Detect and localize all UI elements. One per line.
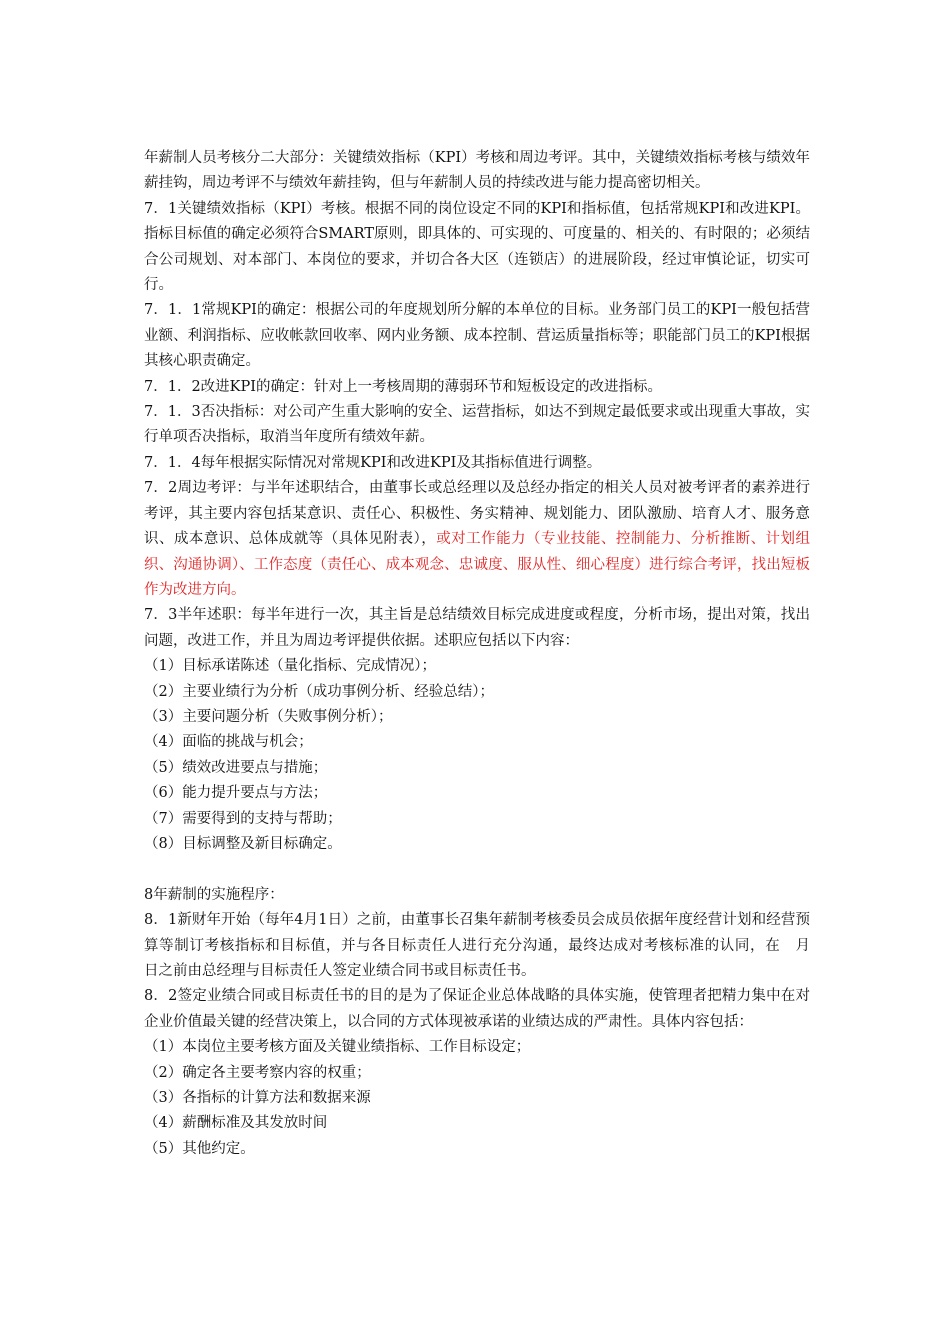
list-item: （7）需要得到的支持与帮助； [144, 810, 342, 827]
section-7-1-2-paragraph: 7．1．2改进KPI的确定：针对上一考核周期的薄弱环节和短板设定的改进指标。 [144, 378, 662, 395]
intro-paragraph: 年薪制人员考核分二大部分：关键绩效指标（KPI）考核和周边考评。其中，关键绩效指标考核与绩效年薪挂钩，周边考评不与绩效年薪挂钩，但与年薪制人员的持续改进与能力提高密切相关。 [144, 150, 810, 192]
section-7-3-paragraph: 7．3半年述职：每半年进行一次，其主旨是总结绩效目标完成进度或程度，分析市场，提出对策，找出问题，改进工作，并且为周边考评提供依据。述职应包括以下内容： [144, 607, 810, 649]
list-item: （2）主要业绩行为分析（成功事例分析、经验总结）； [144, 683, 494, 700]
section-7-1-3-paragraph: 7．1．3否决指标：对公司产生重大影响的安全、运营指标，如达不到规定最低要求或出现重大事故，实行单项否决指标，取消当年度所有绩效年薪。 [144, 404, 810, 446]
section-7-1-4-paragraph: 7．1．4每年根据实际情况对常规KPI和改进KPI及其指标值进行调整。 [144, 454, 602, 471]
list-item: （4）薪酬标准及其发放时间 [144, 1115, 328, 1132]
list-item: （2）确定各主要考察内容的权重； [144, 1064, 371, 1081]
section-7-2-paragraph [144, 476, 810, 603]
list-item: （3）主要问题分析（失败事例分析）； [144, 708, 393, 725]
list-item: （5）绩效改进要点与措施； [144, 759, 328, 776]
list-item: （1）本岗位主要考核方面及关键业绩指标、工作目标设定； [144, 1039, 531, 1056]
list-item: （5）其他约定。 [144, 1140, 255, 1157]
section-7-2-highlight-text: 或对工作能力（专业技能、控制能力、分析推断、计划组织、沟通协调）、工作态度（责任心、成本观念、忠诚度、服从性、细心程度）进行综合考评，找出短板作为改进方向。 [144, 531, 811, 598]
list-item: （6）能力提升要点与方法； [144, 785, 328, 802]
section-7-2-text: 7．2周边考评：与半年述职结合，由董事长或总经理以及总经办指定的相关人员对被考评者的素养进行考评，其主要内容包括某意识、责任心、积极性、务实精神、规划能力、团队激励、培育人才、服务意识、成本意识、总体成就等（具体见附表）， [144, 480, 810, 548]
document-page [144, 146, 825, 1162]
list-item: （3）各指标的计算方法和数据来源 [144, 1090, 371, 1107]
section-7-1-paragraph: 7．1关键绩效指标（KPI）考核。根据不同的岗位设定不同的KPI和指标值，包括常规KPI和改进KPI。指标目标值的确定必须符合SMART原则，即具体的、可实现的、可度量的、相关的、有时限的；必须结合公司规划、对本部门、本岗位的要求，并切合各大区（连锁店）的进展阶段，经过审慎论证，切实可行。 [144, 200, 810, 294]
list-item: （4）面临的挑战与机会； [144, 734, 313, 751]
list-item: （8）目标调整及新目标确定。 [144, 835, 342, 852]
section-8-heading: 8年薪制的实施程序： [144, 886, 284, 903]
list-item: （1）目标承诺陈述（量化指标、完成情况）； [144, 658, 436, 675]
section-8-2-paragraph: 8．2签定业绩合同或目标责任书的目的是为了保证企业总体战略的具体实施，使管理者把精力集中在对企业价值最关键的经营决策上，以合同的方式体现被承诺的业绩达成的严肃性。具体内容包括： [144, 988, 810, 1030]
section-8-1-paragraph: 8．1新财年开始（每年4月1日）之前，由董事长召集年薪制考核委员会成员依据年度经营计划和经营预算等制订考核指标和目标值，并与各目标责任人进行充分沟通，最终达成对考核标准的认同，在 月 日之前由总经理与目标责任人签定业绩合同书或目标责任书。 [144, 912, 825, 979]
section-7-1-1-paragraph: 7．1．1常规KPI的确定：根据公司的年度规划所分解的本单位的目标。业务部门员工的KPI一般包括营业额、利润指标、应收帐款回收率、网内业务额、成本控制、营运质量指标等；职能部门员工的KPI根据其核心职责确定。 [144, 302, 810, 370]
